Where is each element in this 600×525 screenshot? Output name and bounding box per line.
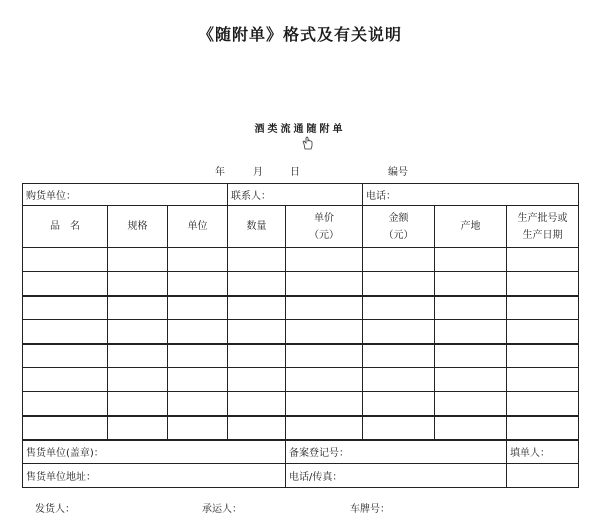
consignment-form-table [22,183,579,488]
table-row[interactable] [23,368,579,392]
table-row[interactable] [23,392,579,416]
table-row[interactable] [23,296,579,320]
phone-label: 电话： [366,191,396,202]
hand-cursor-icon [301,136,315,150]
table-row[interactable] [23,416,579,440]
record-number-label: 备案登记号： [289,448,349,460]
table-row[interactable] [23,272,579,296]
table-row[interactable] [23,344,579,368]
filler-label: 填单人： [510,448,550,460]
col-header-spec: 规格 [108,206,168,248]
seller-address-label: 售货单位地址： [26,472,96,483]
serial-number-label: 编号 [388,167,408,178]
seller-address-field[interactable] [23,464,286,488]
col-header-origin: 产地 [435,206,507,248]
phone-field[interactable] [363,184,579,206]
col-header-unit: 单位 [168,206,228,248]
table-row[interactable] [23,248,579,272]
seller-field[interactable] [23,440,286,464]
contact-label: 联系人： [231,191,271,202]
phone-fax-label: 电话/传真： [289,472,343,483]
col-header-unit-price: 单价 （元） [286,206,363,248]
form-title: 酒类流通随附单 [254,124,346,135]
contact-field[interactable] [228,184,363,206]
col-header-amount: 金额 （元） [363,206,435,248]
year-label: 年 [215,167,225,178]
carrier-label: 承运人： [202,504,242,515]
shipper-label: 发货人： [35,504,75,515]
day-label: 日 [290,167,300,178]
blank-cell [507,464,579,488]
phone-fax-field[interactable] [286,464,507,488]
month-label: 月 [253,167,263,178]
col-header-batch: 生产批号或 生产日期 [507,206,579,248]
plate-number-label: 车牌号： [350,504,390,515]
column-header-row [23,206,579,248]
page-title: 《随附单》格式及有关说明 [197,25,402,44]
record-number-field[interactable] [286,440,507,464]
filler-field[interactable] [507,440,579,464]
seller-label: 售货单位(盖章)： [26,448,104,460]
buyer-field[interactable] [23,184,228,206]
col-header-quantity: 数量 [228,206,286,248]
table-row[interactable] [23,320,579,344]
col-header-name: 品 名 [23,206,108,248]
buyer-label: 购货单位： [26,191,76,202]
